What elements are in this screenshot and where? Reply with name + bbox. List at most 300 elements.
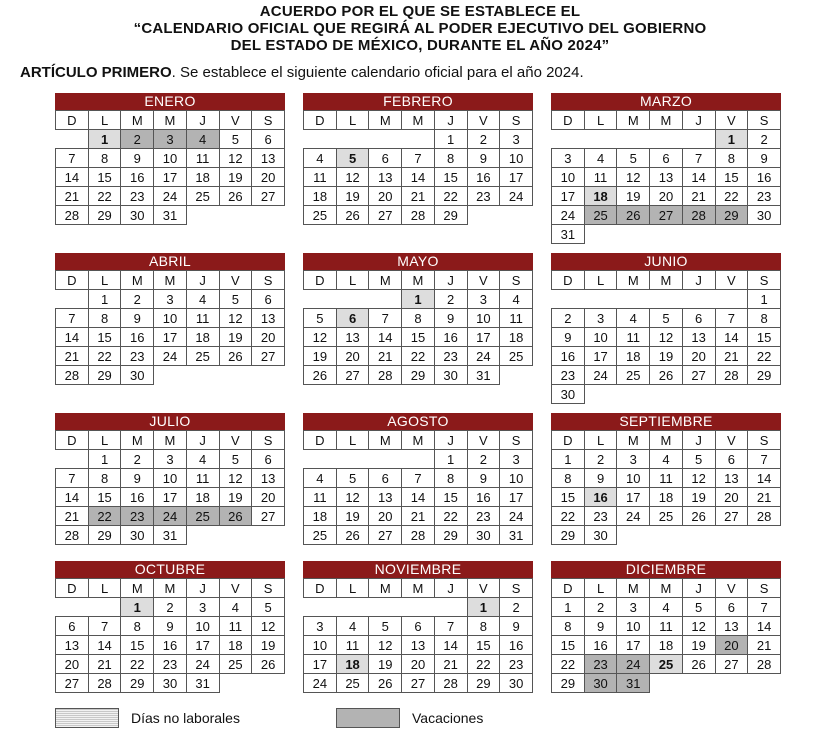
day-cell: 29 — [434, 526, 467, 545]
day-cell: 18 — [186, 328, 219, 347]
day-cell: 24 — [154, 187, 187, 206]
empty-cell — [617, 526, 650, 545]
day-cell: 1 — [121, 598, 154, 617]
day-cell: 20 — [336, 347, 369, 366]
article-paragraph — [20, 64, 584, 81]
day-cell: 5 — [252, 598, 285, 617]
day-cell: 2 — [434, 290, 467, 309]
day-cell: 2 — [584, 450, 617, 469]
day-cell: 2 — [121, 130, 154, 149]
empty-cell — [252, 674, 285, 693]
day-cell: 4 — [650, 598, 683, 617]
weekday-header: D — [56, 111, 89, 130]
day-cell: 6 — [56, 617, 89, 636]
day-cell: 26 — [650, 366, 683, 385]
weekday-header: L — [88, 111, 121, 130]
weekday-header: S — [748, 271, 781, 290]
day-cell: 9 — [467, 149, 500, 168]
day-cell: 10 — [617, 617, 650, 636]
day-cell: 24 — [500, 187, 533, 206]
empty-cell — [252, 366, 285, 385]
day-cell: 17 — [154, 488, 187, 507]
day-cell: 16 — [121, 168, 154, 187]
day-cell: 19 — [219, 488, 252, 507]
empty-cell — [402, 598, 435, 617]
weekday-header: J — [682, 431, 715, 450]
weekday-header: V — [715, 271, 748, 290]
day-cell: 23 — [552, 366, 585, 385]
day-cell: 6 — [369, 469, 402, 488]
empty-cell — [434, 598, 467, 617]
day-cell: 11 — [186, 309, 219, 328]
weekday-header: J — [434, 111, 467, 130]
day-cell: 13 — [682, 328, 715, 347]
day-cell: 18 — [500, 328, 533, 347]
weekday-header: M — [121, 431, 154, 450]
holiday-legend-label: Días no laborales — [131, 710, 240, 726]
day-cell: 17 — [617, 636, 650, 655]
day-cell: 17 — [304, 655, 337, 674]
weekday-header: V — [467, 431, 500, 450]
day-cell: 24 — [304, 674, 337, 693]
day-cell: 23 — [584, 507, 617, 526]
day-cell: 27 — [369, 206, 402, 225]
month-julio — [55, 413, 285, 545]
weekday-header: M — [650, 431, 683, 450]
weekday-header: M — [369, 271, 402, 290]
day-cell: 28 — [56, 366, 89, 385]
day-cell: 22 — [467, 655, 500, 674]
empty-cell — [650, 290, 683, 309]
day-cell: 5 — [336, 149, 369, 168]
day-cell: 8 — [88, 149, 121, 168]
day-cell: 11 — [500, 309, 533, 328]
month-table — [303, 578, 533, 693]
day-cell: 5 — [650, 309, 683, 328]
month-table — [55, 110, 285, 225]
day-cell: 23 — [121, 507, 154, 526]
day-cell: 16 — [748, 168, 781, 187]
month-header: JULIO — [55, 413, 285, 430]
day-cell: 18 — [186, 488, 219, 507]
article-text: . Se establece el siguiente calendario oficial para el año 2024. — [171, 64, 584, 81]
day-cell: 29 — [434, 206, 467, 225]
day-cell: 7 — [748, 598, 781, 617]
day-cell: 2 — [121, 290, 154, 309]
day-cell: 12 — [219, 149, 252, 168]
day-cell: 23 — [121, 347, 154, 366]
day-cell: 7 — [369, 309, 402, 328]
day-cell: 25 — [500, 347, 533, 366]
day-cell: 14 — [402, 488, 435, 507]
day-cell: 16 — [467, 488, 500, 507]
day-cell: 8 — [434, 469, 467, 488]
empty-cell — [186, 526, 219, 545]
day-cell: 16 — [121, 488, 154, 507]
day-cell: 18 — [584, 187, 617, 206]
day-cell: 3 — [584, 309, 617, 328]
month-mayo — [303, 253, 533, 385]
day-cell: 4 — [617, 309, 650, 328]
empty-cell — [304, 290, 337, 309]
day-cell: 20 — [56, 655, 89, 674]
day-cell: 26 — [219, 507, 252, 526]
day-cell: 22 — [121, 655, 154, 674]
day-cell: 17 — [500, 488, 533, 507]
day-cell: 18 — [336, 655, 369, 674]
day-cell: 27 — [252, 187, 285, 206]
day-cell: 24 — [154, 507, 187, 526]
day-cell: 30 — [121, 526, 154, 545]
day-cell: 21 — [56, 507, 89, 526]
day-cell: 22 — [434, 187, 467, 206]
month-table — [303, 270, 533, 385]
day-cell: 9 — [154, 617, 187, 636]
vacation-swatch — [336, 708, 400, 728]
day-cell: 14 — [748, 469, 781, 488]
month-table — [303, 430, 533, 545]
day-cell: 3 — [154, 290, 187, 309]
weekday-header: M — [402, 111, 435, 130]
day-cell: 10 — [584, 328, 617, 347]
day-cell: 27 — [402, 674, 435, 693]
day-cell: 27 — [336, 366, 369, 385]
day-cell: 7 — [682, 149, 715, 168]
month-table — [551, 430, 781, 545]
day-cell: 29 — [88, 366, 121, 385]
month-table — [551, 578, 781, 693]
empty-cell — [682, 385, 715, 404]
day-cell: 14 — [682, 168, 715, 187]
day-cell: 21 — [56, 347, 89, 366]
day-cell: 28 — [56, 206, 89, 225]
holiday-swatch — [55, 708, 119, 728]
day-cell: 10 — [467, 309, 500, 328]
weekday-header: V — [219, 431, 252, 450]
day-cell: 20 — [252, 488, 285, 507]
day-cell: 17 — [584, 347, 617, 366]
weekday-header: J — [434, 579, 467, 598]
day-cell: 28 — [369, 366, 402, 385]
empty-cell — [715, 225, 748, 244]
day-cell: 9 — [584, 469, 617, 488]
empty-cell — [682, 526, 715, 545]
empty-cell — [186, 366, 219, 385]
day-cell: 20 — [715, 488, 748, 507]
weekday-header: M — [617, 579, 650, 598]
day-cell: 22 — [434, 507, 467, 526]
empty-cell — [252, 526, 285, 545]
day-cell: 12 — [219, 469, 252, 488]
day-cell: 13 — [402, 636, 435, 655]
weekday-header: V — [467, 271, 500, 290]
day-cell: 9 — [434, 309, 467, 328]
day-cell: 19 — [304, 347, 337, 366]
weekday-header: V — [219, 579, 252, 598]
day-cell: 11 — [336, 636, 369, 655]
weekday-header: M — [369, 431, 402, 450]
empty-cell — [682, 130, 715, 149]
day-cell: 12 — [219, 309, 252, 328]
day-cell: 30 — [121, 366, 154, 385]
day-cell: 27 — [682, 366, 715, 385]
day-cell: 6 — [252, 450, 285, 469]
day-cell: 22 — [552, 507, 585, 526]
empty-cell — [369, 450, 402, 469]
day-cell: 30 — [584, 674, 617, 693]
day-cell: 26 — [336, 206, 369, 225]
weekday-header: S — [252, 579, 285, 598]
empty-cell — [617, 225, 650, 244]
empty-cell — [402, 450, 435, 469]
month-table — [55, 430, 285, 545]
weekday-header: M — [121, 271, 154, 290]
day-cell: 14 — [402, 168, 435, 187]
day-cell: 24 — [584, 366, 617, 385]
empty-cell — [584, 130, 617, 149]
day-cell: 21 — [715, 347, 748, 366]
day-cell: 9 — [500, 617, 533, 636]
day-cell: 6 — [336, 309, 369, 328]
day-cell: 11 — [617, 328, 650, 347]
weekday-header: J — [186, 431, 219, 450]
weekday-header: D — [56, 431, 89, 450]
day-cell: 9 — [121, 469, 154, 488]
day-cell: 8 — [748, 309, 781, 328]
day-cell: 30 — [121, 206, 154, 225]
day-cell: 12 — [369, 636, 402, 655]
day-cell: 23 — [584, 655, 617, 674]
weekday-header: M — [650, 111, 683, 130]
weekday-header: S — [500, 579, 533, 598]
day-cell: 10 — [500, 149, 533, 168]
day-cell: 1 — [552, 598, 585, 617]
day-cell: 1 — [434, 450, 467, 469]
empty-cell — [617, 385, 650, 404]
day-cell: 14 — [56, 488, 89, 507]
day-cell: 11 — [186, 149, 219, 168]
day-cell: 19 — [650, 347, 683, 366]
day-cell: 23 — [154, 655, 187, 674]
weekday-header: V — [219, 271, 252, 290]
empty-cell — [252, 206, 285, 225]
empty-cell — [650, 674, 683, 693]
day-cell: 11 — [584, 168, 617, 187]
day-cell: 7 — [748, 450, 781, 469]
day-cell: 27 — [252, 507, 285, 526]
day-cell: 2 — [467, 450, 500, 469]
day-cell: 28 — [715, 366, 748, 385]
day-cell: 29 — [88, 526, 121, 545]
day-cell: 22 — [88, 507, 121, 526]
day-cell: 26 — [219, 347, 252, 366]
day-cell: 17 — [617, 488, 650, 507]
day-cell: 29 — [467, 674, 500, 693]
empty-cell — [369, 290, 402, 309]
month-agosto — [303, 413, 533, 545]
empty-cell — [154, 366, 187, 385]
title-line-3: DEL ESTADO DE MÉXICO, DURANTE EL AÑO 2024” — [230, 37, 610, 54]
day-cell: 20 — [682, 347, 715, 366]
empty-cell — [552, 290, 585, 309]
day-cell: 28 — [748, 655, 781, 674]
day-cell: 8 — [402, 309, 435, 328]
empty-cell — [715, 526, 748, 545]
day-cell: 8 — [715, 149, 748, 168]
empty-cell — [748, 385, 781, 404]
month-octubre — [55, 561, 285, 693]
legend-vacations — [336, 708, 483, 728]
month-febrero — [303, 93, 533, 225]
day-cell: 13 — [252, 469, 285, 488]
day-cell: 20 — [369, 187, 402, 206]
day-cell: 13 — [336, 328, 369, 347]
weekday-header: L — [88, 579, 121, 598]
day-cell: 19 — [369, 655, 402, 674]
day-cell: 3 — [186, 598, 219, 617]
day-cell: 8 — [552, 469, 585, 488]
day-cell: 4 — [650, 450, 683, 469]
empty-cell — [715, 290, 748, 309]
weekday-header: S — [252, 431, 285, 450]
weekday-header: L — [584, 111, 617, 130]
day-cell: 7 — [715, 309, 748, 328]
empty-cell — [500, 206, 533, 225]
day-cell: 25 — [584, 206, 617, 225]
day-cell: 10 — [617, 469, 650, 488]
empty-cell — [584, 385, 617, 404]
day-cell: 23 — [467, 187, 500, 206]
weekday-header: M — [154, 111, 187, 130]
day-cell: 12 — [304, 328, 337, 347]
day-cell: 20 — [252, 168, 285, 187]
empty-cell — [402, 130, 435, 149]
day-cell: 18 — [304, 187, 337, 206]
weekday-header: V — [715, 579, 748, 598]
day-cell: 11 — [650, 469, 683, 488]
empty-cell — [500, 366, 533, 385]
empty-cell — [336, 130, 369, 149]
day-cell: 21 — [682, 187, 715, 206]
day-cell: 27 — [715, 507, 748, 526]
day-cell: 10 — [552, 168, 585, 187]
day-cell: 24 — [154, 347, 187, 366]
empty-cell — [715, 385, 748, 404]
day-cell: 5 — [336, 469, 369, 488]
day-cell: 7 — [88, 617, 121, 636]
day-cell: 28 — [434, 674, 467, 693]
month-header: ABRIL — [55, 253, 285, 270]
day-cell: 12 — [252, 617, 285, 636]
day-cell: 19 — [682, 636, 715, 655]
day-cell: 14 — [56, 168, 89, 187]
day-cell: 30 — [552, 385, 585, 404]
empty-cell — [219, 206, 252, 225]
day-cell: 28 — [402, 206, 435, 225]
weekday-header: L — [584, 271, 617, 290]
day-cell: 11 — [304, 488, 337, 507]
weekday-header: S — [500, 431, 533, 450]
day-cell: 28 — [56, 526, 89, 545]
day-cell: 27 — [56, 674, 89, 693]
month-table — [551, 270, 781, 404]
day-cell: 16 — [552, 347, 585, 366]
day-cell: 29 — [552, 674, 585, 693]
day-cell: 5 — [682, 450, 715, 469]
day-cell: 29 — [88, 206, 121, 225]
empty-cell — [584, 225, 617, 244]
day-cell: 15 — [748, 328, 781, 347]
empty-cell — [56, 598, 89, 617]
day-cell: 25 — [650, 507, 683, 526]
day-cell: 27 — [252, 347, 285, 366]
day-cell: 4 — [500, 290, 533, 309]
day-cell: 24 — [617, 655, 650, 674]
day-cell: 5 — [369, 617, 402, 636]
day-cell: 19 — [336, 507, 369, 526]
weekday-header: D — [552, 111, 585, 130]
weekday-header: D — [304, 579, 337, 598]
empty-cell — [552, 130, 585, 149]
month-enero — [55, 93, 285, 225]
day-cell: 8 — [467, 617, 500, 636]
weekday-header: L — [336, 431, 369, 450]
day-cell: 15 — [715, 168, 748, 187]
empty-cell — [88, 598, 121, 617]
day-cell: 9 — [467, 469, 500, 488]
day-cell: 5 — [219, 130, 252, 149]
day-cell: 30 — [434, 366, 467, 385]
empty-cell — [304, 450, 337, 469]
weekday-header: M — [402, 431, 435, 450]
title-line-1: ACUERDO POR EL QUE SE ESTABLECE EL — [259, 3, 581, 20]
empty-cell — [650, 385, 683, 404]
day-cell: 25 — [186, 507, 219, 526]
empty-cell — [304, 130, 337, 149]
day-cell: 2 — [467, 130, 500, 149]
day-cell: 26 — [682, 507, 715, 526]
empty-cell — [56, 290, 89, 309]
weekday-header: V — [715, 111, 748, 130]
empty-cell — [219, 366, 252, 385]
day-cell: 20 — [252, 328, 285, 347]
day-cell: 29 — [748, 366, 781, 385]
weekday-header: J — [682, 111, 715, 130]
weekday-header: L — [88, 431, 121, 450]
weekday-header: M — [617, 431, 650, 450]
day-cell: 12 — [336, 488, 369, 507]
month-header: OCTUBRE — [55, 561, 285, 578]
day-cell: 16 — [584, 636, 617, 655]
weekday-header: S — [748, 111, 781, 130]
day-cell: 15 — [552, 488, 585, 507]
empty-cell — [682, 674, 715, 693]
day-cell: 4 — [186, 290, 219, 309]
day-cell: 19 — [219, 168, 252, 187]
day-cell: 26 — [304, 366, 337, 385]
month-diciembre — [551, 561, 781, 693]
day-cell: 6 — [252, 290, 285, 309]
day-cell: 1 — [715, 130, 748, 149]
day-cell: 7 — [434, 617, 467, 636]
empty-cell — [336, 598, 369, 617]
weekday-header: M — [402, 271, 435, 290]
day-cell: 23 — [748, 187, 781, 206]
day-cell: 14 — [369, 328, 402, 347]
day-cell: 24 — [617, 507, 650, 526]
day-cell: 21 — [434, 655, 467, 674]
day-cell: 11 — [186, 469, 219, 488]
